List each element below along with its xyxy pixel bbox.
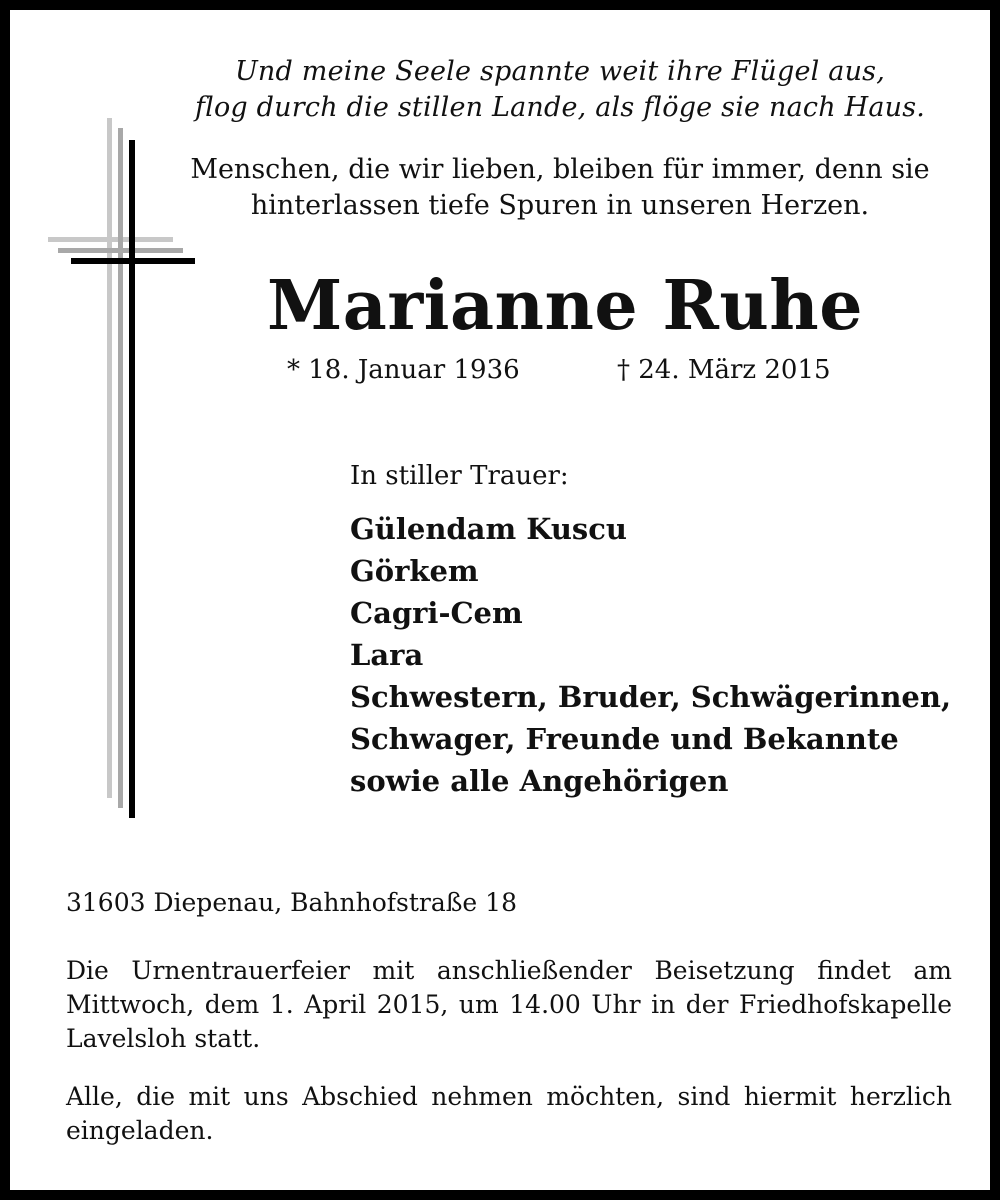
mourner-name: Cagri-Cem: [350, 596, 523, 630]
mourning-address: 31603 Diepenau, Bahnhofstraße 18: [66, 888, 517, 917]
mourner-name: Gülendam Kuscu: [350, 512, 627, 546]
cross-vertical-bar: [129, 140, 135, 818]
mourner-name: Schwestern, Bruder, Schwägerinnen,: [350, 680, 952, 714]
death-date: † 24. März 2015: [617, 355, 831, 385]
mourner-name: Görkem: [350, 554, 479, 588]
mourner-name: Lara: [350, 638, 424, 672]
invitation-text: Alle, die mit uns Abschied nehmen möchten, sind hiermit herzlich eingeladen.: [66, 1082, 952, 1145]
deceased-name: Marianne Ruhe: [266, 266, 864, 346]
poem-line: Und meine Seele spannte weit ihre Flügel aus,: [234, 56, 886, 87]
memorial-quote: [130, 152, 990, 224]
birth-date: * 18. Januar 1936: [287, 355, 520, 385]
mourner-list: [350, 508, 990, 802]
poem: [130, 54, 990, 126]
service-announcement: Die Urnentrauerfeier mit anschließender Beisetzung findet am Mittwoch, dem 1. April 2015, um 14.00 Uhr in der Friedhofskapelle Lavelsloh statt.: [66, 956, 952, 1053]
cross-shadow-vertical: [118, 128, 123, 808]
mourner-name: sowie alle Angehörigen: [350, 764, 729, 798]
cross-icon: [48, 118, 198, 828]
cross-shadow-horizontal: [48, 237, 173, 242]
quote-line: hinterlassen tiefe Spuren in unseren Herzen.: [250, 190, 870, 221]
mourning-label: In stiller Trauer:: [350, 461, 569, 491]
quote-line: Menschen, die wir lieben, bleiben für immer, denn sie: [190, 154, 930, 185]
cross-horizontal-bar: [71, 258, 195, 264]
cross-shadow-horizontal: [58, 248, 183, 253]
cross-shadow-vertical: [107, 118, 112, 798]
poem-line: flog durch die stillen Lande, als flöge sie nach Haus.: [194, 92, 926, 123]
mourner-name: Schwager, Freunde und Bekannte: [350, 722, 899, 756]
